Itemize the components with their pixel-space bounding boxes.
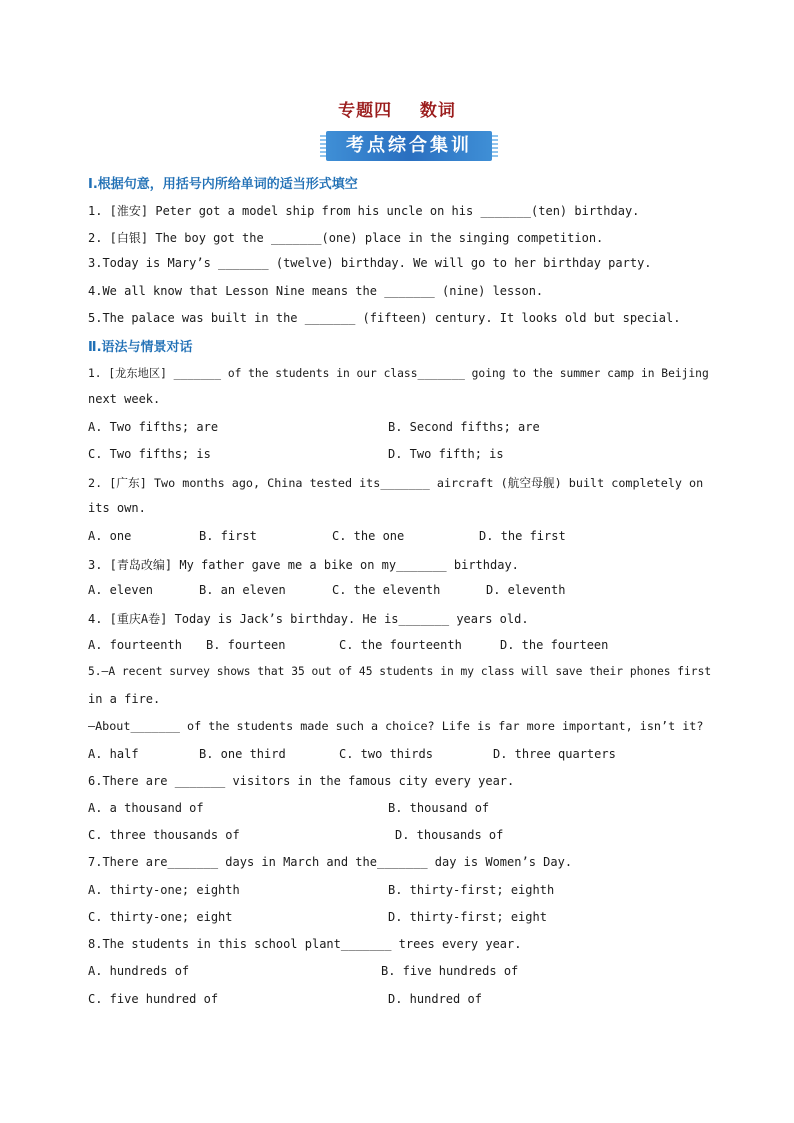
q6-option-a: A. a thousand of (88, 801, 204, 815)
q1-option-b: B. Second fifths; are (388, 420, 540, 434)
q6-option-d: D. thousands of (395, 828, 504, 842)
q7-option-a: A. thirty-one; eighth (88, 883, 240, 897)
question-3-text: 3. [青岛改编] My father gave me a bike on my_______ birthday. (88, 558, 519, 572)
q1-option-a: A. Two fifths; are (88, 420, 219, 434)
fill-item-1: 1. [淮安] Peter got a model ship from his uncle on his _______(ten) birthday. (88, 204, 640, 218)
q3-option-d: D. eleventh (486, 583, 566, 597)
q4-option-b: B. fourteen (206, 638, 286, 652)
question-6-text: 6.There are _______ visitors in the famous city every year. (88, 774, 515, 788)
q2-option-a: A. one (88, 529, 132, 543)
question-8-text: 8.The students in this school plant_______ trees every year. (88, 937, 522, 951)
q2-option-c: C. the one (332, 529, 405, 543)
q3-option-c: C. the eleventh (332, 583, 441, 597)
question-2-text: 2. [广东] Two months ago, China tested its_______ aircraft (航空母舰) built completely on (88, 476, 704, 490)
section-2-heading: Ⅱ.语法与情景对话 (88, 340, 193, 355)
q6-option-c: C. three thousands of (88, 828, 240, 842)
page-title: 专题四 数词 (338, 101, 456, 121)
q4-option-d: D. the fourteen (500, 638, 609, 652)
q7-option-d: D. thirty-first; eight (388, 910, 547, 924)
fill-item-2: 2. [白银] The boy got the _______(one) place in the singing competition. (88, 231, 604, 245)
q4-option-a: A. fourteenth (88, 638, 182, 652)
q5-option-d: D. three quarters (493, 747, 616, 761)
q8-option-b: B. five hundreds of (381, 964, 519, 978)
q5-option-b: B. one third (199, 747, 286, 761)
q5-option-c: C. two thirds (339, 747, 433, 761)
question-5-text: 5.—A recent survey shows that 35 out of 45 students in my class will save their phones first (88, 665, 712, 678)
q4-option-c: C. the fourteenth (339, 638, 462, 652)
q1-option-c: C. Two fifths; is (88, 447, 211, 461)
q8-option-d: D. hundred of (388, 992, 482, 1006)
q7-option-b: B. thirty-first; eighth (388, 883, 555, 897)
q3-option-a: A. eleven (88, 583, 154, 597)
banner-text: 考点综合集训 (346, 135, 472, 156)
question-1-text: 1. [龙东地区] _______ of the students in our class_______ going to the summer camp in Beijing (88, 367, 709, 380)
q7-option-c: C. thirty-one; eight (88, 910, 233, 924)
question-5-text-cont: in a fire. (88, 692, 161, 706)
fill-item-3: 3.Today is Mary’s _______ (twelve) birthday. We will go to her birthday party. (88, 256, 652, 270)
q6-option-b: B. thousand of (388, 801, 490, 815)
question-2-text-cont: its own. (88, 501, 146, 515)
question-1-text-cont: next week. (88, 392, 161, 406)
q8-option-c: C. five hundred of (88, 992, 219, 1006)
fill-item-4: 4.We all know that Lesson Nine means the _______ (nine) lesson. (88, 284, 544, 298)
q5-option-a: A. half (88, 747, 139, 761)
q3-option-b: B. an eleven (199, 583, 286, 597)
fill-item-5: 5.The palace was built in the _______ (fifteen) century. It looks old but special. (88, 311, 681, 325)
q1-option-d: D. Two fifth; is (388, 447, 504, 461)
question-7-text: 7.There are_______ days in March and the_______ day is Women’s Day. (88, 855, 573, 869)
section-banner (326, 131, 492, 161)
q2-option-b: B. first (199, 529, 257, 543)
question-5-reply: —About_______ of the students made such a choice? Life is far more important, isn’t it? (88, 719, 704, 733)
question-4-text: 4. [重庆A卷] Today is Jack’s birthday. He is_______ years old. (88, 612, 529, 626)
q8-option-a: A. hundreds of (88, 964, 190, 978)
section-1-heading: Ⅰ.根据句意，用括号内所给单词的适当形式填空 (88, 177, 358, 192)
q2-option-d: D. the first (479, 529, 566, 543)
